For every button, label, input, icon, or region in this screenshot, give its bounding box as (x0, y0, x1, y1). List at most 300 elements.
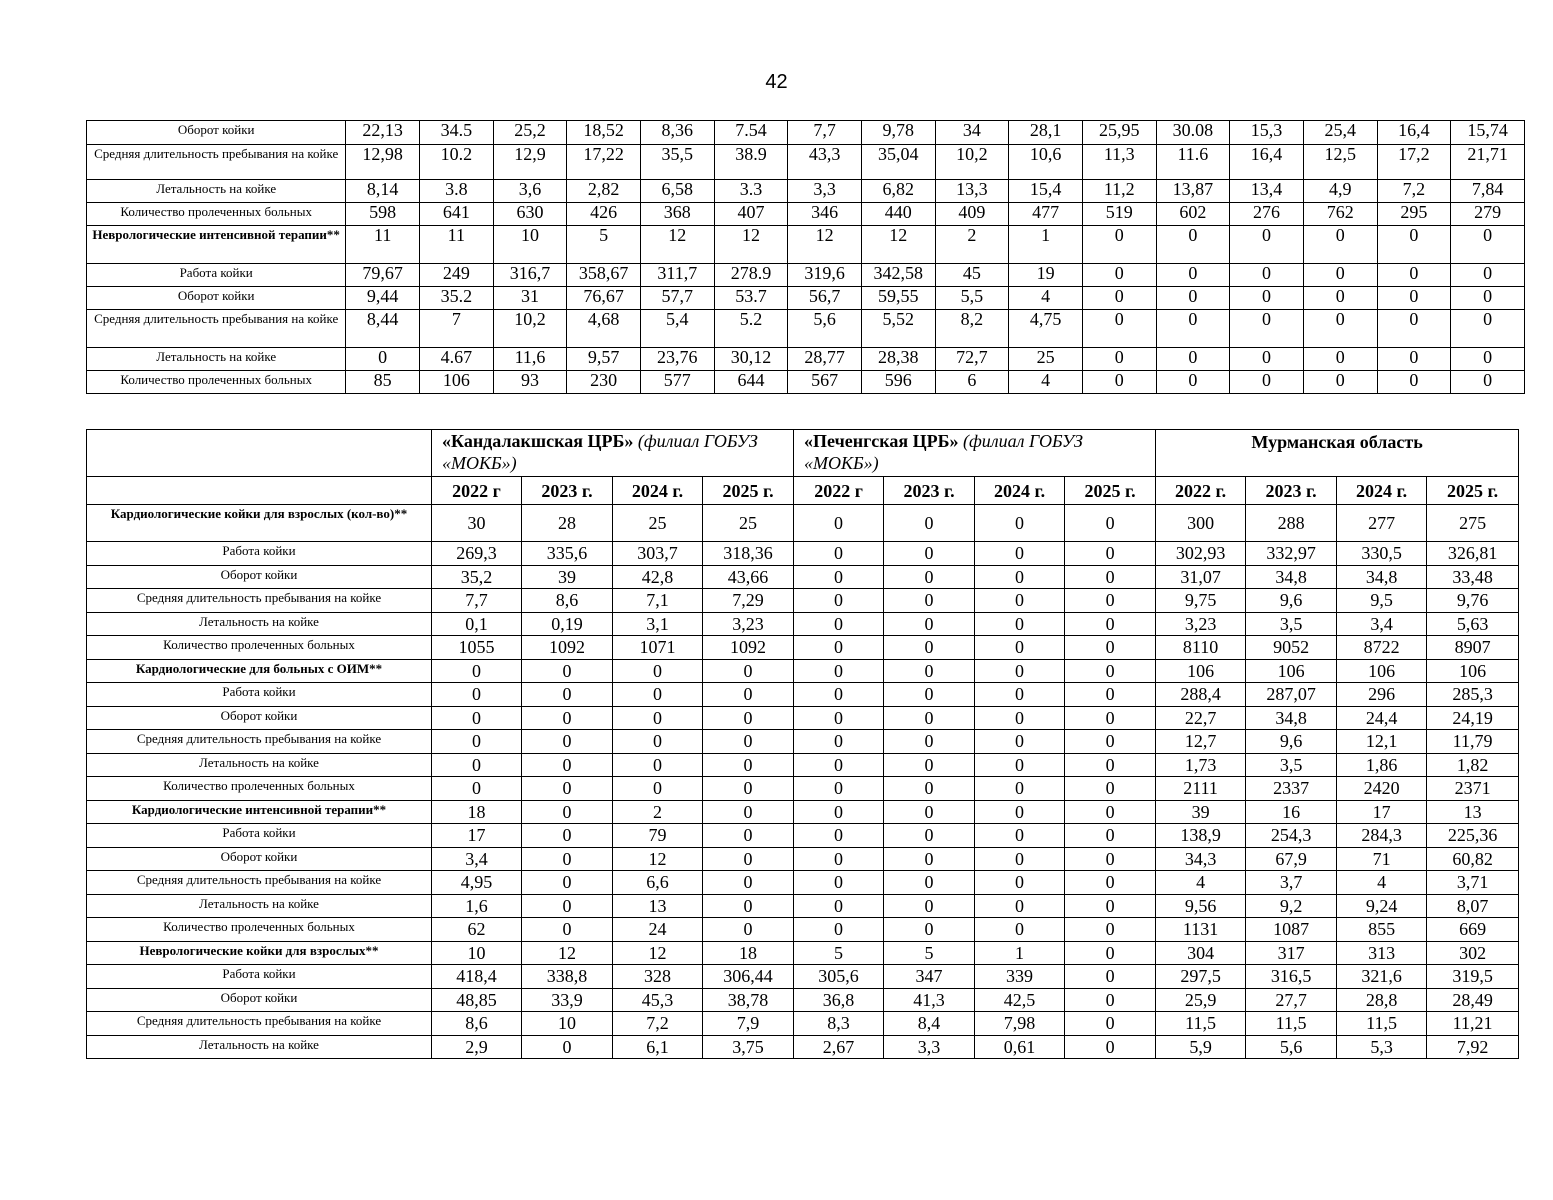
table-cell: 305,6 (794, 965, 884, 989)
table-cell: 225,36 (1427, 824, 1519, 848)
table-cell: 24 (613, 918, 703, 942)
table-cell: 56,7 (788, 287, 862, 310)
table-cell: 24,4 (1337, 706, 1427, 730)
table-cell: 0 (975, 542, 1065, 566)
table-cell: 7,29 (703, 589, 794, 613)
table-cell: 0 (794, 706, 884, 730)
table-cell: 0 (975, 918, 1065, 942)
table-cell: 0 (1065, 988, 1156, 1012)
table-cell: 0 (703, 683, 794, 707)
table-cell: 0 (884, 753, 975, 777)
table-cell: 254,3 (1246, 824, 1337, 848)
table-cell: 3,6 (493, 180, 567, 203)
table-cell: 0 (703, 824, 794, 848)
table-row (87, 777, 1519, 801)
table-cell: 0 (1451, 348, 1525, 371)
year-header: 2025 г. (1065, 477, 1156, 505)
table-cell: 0 (884, 706, 975, 730)
table-cell: 17,2 (1377, 145, 1451, 180)
table-cell: 0 (613, 683, 703, 707)
table-cell: 4,68 (567, 310, 641, 348)
table-cell: 0 (522, 683, 613, 707)
table-cell: 0 (1065, 777, 1156, 801)
table-cell: 630 (493, 203, 567, 226)
table-cell: 0 (1065, 941, 1156, 965)
table-cell: 0 (1303, 264, 1377, 287)
table-cell: 0 (522, 753, 613, 777)
table-cell: 60,82 (1427, 847, 1519, 871)
table-row (87, 203, 1525, 226)
year-header: 2022 г (432, 477, 522, 505)
table-cell: 8,36 (640, 121, 714, 145)
table-cell: 0 (884, 777, 975, 801)
table-cell: 8,2 (935, 310, 1009, 348)
table-cell: 67,9 (1246, 847, 1337, 871)
row-label: Работа койки (87, 965, 432, 989)
table-cell: 0 (975, 706, 1065, 730)
table-cell: 33,48 (1427, 565, 1519, 589)
table-cell: 0 (1230, 264, 1304, 287)
table-cell: 0 (703, 659, 794, 683)
year-header: 2025 г. (1427, 477, 1519, 505)
table-cell: 19 (1009, 264, 1083, 287)
table-cell: 0 (794, 894, 884, 918)
table-row (87, 636, 1519, 660)
table-cell: 0 (794, 542, 884, 566)
table-cell: 5 (884, 941, 975, 965)
table-cell: 0 (1082, 310, 1156, 348)
table-cell: 0 (522, 777, 613, 801)
table-cell: 0 (1065, 965, 1156, 989)
table-cell: 7,2 (1377, 180, 1451, 203)
table-cell: 12,98 (346, 145, 420, 180)
table-cell: 11.6 (1156, 145, 1230, 180)
table-cell: 0 (703, 847, 794, 871)
year-header: 2024 г. (1337, 477, 1427, 505)
table-row (87, 180, 1525, 203)
table-cell: 43,66 (703, 565, 794, 589)
table-cell: 0 (432, 706, 522, 730)
table-row (87, 894, 1519, 918)
table-cell: 3,5 (1246, 612, 1337, 636)
table-cell: 9,75 (1156, 589, 1246, 613)
table-cell: 278.9 (714, 264, 788, 287)
table-cell: 12,1 (1337, 730, 1427, 754)
table-cell: 72,7 (935, 348, 1009, 371)
table-cell: 0 (975, 636, 1065, 660)
table-cell: 0 (975, 800, 1065, 824)
year-header-row (87, 477, 1519, 505)
table-cell: 0 (884, 730, 975, 754)
table-cell: 0 (1065, 1012, 1156, 1036)
table-cell: 17,22 (567, 145, 641, 180)
table-cell: 0 (884, 824, 975, 848)
table-cell: 295 (1377, 203, 1451, 226)
table-cell: 0 (884, 565, 975, 589)
table-cell: 11,5 (1156, 1012, 1246, 1036)
table-cell: 0 (884, 659, 975, 683)
table-cell: 3,3 (788, 180, 862, 203)
table-cell: 3,3 (884, 1035, 975, 1059)
table-cell: 10.2 (420, 145, 494, 180)
row-label: Работа койки (87, 683, 432, 707)
table-cell: 0 (794, 847, 884, 871)
table-cell: 279 (1451, 203, 1525, 226)
table-row (87, 1012, 1519, 1036)
table-cell: 0 (346, 348, 420, 371)
table-cell: 2 (613, 800, 703, 824)
table-cell: 326,81 (1427, 542, 1519, 566)
table-cell: 13,87 (1156, 180, 1230, 203)
table-cell: 7,92 (1427, 1035, 1519, 1059)
table-cell: 0 (1065, 824, 1156, 848)
table-cell: 2,67 (794, 1035, 884, 1059)
table-cell: 36,8 (794, 988, 884, 1012)
table-cell: 318,36 (703, 542, 794, 566)
table-cell: 519 (1082, 203, 1156, 226)
table-cell: 0 (884, 683, 975, 707)
table-row (87, 589, 1519, 613)
table-cell: 0 (884, 612, 975, 636)
table-cell: 4 (1156, 871, 1246, 895)
row-label: Летальность на койке (87, 612, 432, 636)
table-cell: 0 (1451, 287, 1525, 310)
table-cell: 7,9 (703, 1012, 794, 1036)
table-cell: 0 (1156, 371, 1230, 394)
table-cell: 0 (884, 505, 975, 542)
table-cell: 0 (1065, 659, 1156, 683)
table-cell: 0 (1156, 348, 1230, 371)
row-label: Летальность на койке (87, 180, 346, 203)
row-label: Кардиологические интенсивной терапии** (87, 800, 432, 824)
row-label: Средняя длительность пребывания на койке (87, 145, 346, 180)
table-cell: 28 (522, 505, 613, 542)
row-label: Оборот койки (87, 287, 346, 310)
table-cell: 35,2 (432, 565, 522, 589)
table-cell: 0 (1065, 800, 1156, 824)
table-cell: 28,8 (1337, 988, 1427, 1012)
table-cell: 0 (1451, 264, 1525, 287)
table-cell: 0 (1303, 226, 1377, 264)
table-cell: 1055 (432, 636, 522, 660)
year-header-blank (87, 477, 432, 505)
table-cell: 5,52 (861, 310, 935, 348)
table-cell: 12 (613, 847, 703, 871)
table-cell: 1092 (522, 636, 613, 660)
table-cell: 3,4 (1337, 612, 1427, 636)
table-cell: 2,9 (432, 1035, 522, 1059)
row-label: Средняя длительность пребывания на койке (87, 589, 432, 613)
group-header-kandalaksha: «Кандалакшская ЦРБ» (филиал ГОБУЗ «МОКБ») (432, 430, 794, 477)
table-cell: 5,4 (640, 310, 714, 348)
table-cell: 2420 (1337, 777, 1427, 801)
table-cell: 332,97 (1246, 542, 1337, 566)
table-cell: 5,5 (935, 287, 1009, 310)
row-label: Летальность на койке (87, 753, 432, 777)
table-cell: 3,7 (1246, 871, 1337, 895)
table-cell: 0 (522, 706, 613, 730)
table-cell: 1 (975, 941, 1065, 965)
table-cell: 0 (1065, 565, 1156, 589)
table-cell: 2 (935, 226, 1009, 264)
table-cell: 1071 (613, 636, 703, 660)
table-row (87, 753, 1519, 777)
table-cell: 25,4 (1303, 121, 1377, 145)
table-cell: 35,5 (640, 145, 714, 180)
row-label: Неврологические койки для взрослых** (87, 941, 432, 965)
table-row (87, 1035, 1519, 1059)
table-cell: 9052 (1246, 636, 1337, 660)
table-cell: 10,2 (935, 145, 1009, 180)
table-cell: 0 (1230, 348, 1304, 371)
table-cell: 3,75 (703, 1035, 794, 1059)
table-cell: 409 (935, 203, 1009, 226)
table-cell: 0,61 (975, 1035, 1065, 1059)
table-row (87, 941, 1519, 965)
table-cell: 0 (794, 636, 884, 660)
table-cell: 249 (420, 264, 494, 287)
table-cell: 2111 (1156, 777, 1246, 801)
table-cell: 9,76 (1427, 589, 1519, 613)
table-cell: 57,7 (640, 287, 714, 310)
table-cell: 34,3 (1156, 847, 1246, 871)
row-label: Оборот койки (87, 847, 432, 871)
table-cell: 7.54 (714, 121, 788, 145)
table-cell: 0 (884, 636, 975, 660)
table-row (87, 706, 1519, 730)
header-blank-cell (87, 430, 432, 477)
table-cell: 9,6 (1246, 589, 1337, 613)
table-cell: 3.8 (420, 180, 494, 203)
table-cell: 41,3 (884, 988, 975, 1012)
table-cell: 10 (432, 941, 522, 965)
table-cell: 42,5 (975, 988, 1065, 1012)
table-cell: 15,74 (1451, 121, 1525, 145)
table-cell: 1,86 (1337, 753, 1427, 777)
table-cell: 2,82 (567, 180, 641, 203)
table-cell: 5,6 (788, 310, 862, 348)
table-cell: 8,6 (522, 589, 613, 613)
table-cell: 0 (975, 730, 1065, 754)
table-cell: 16,4 (1377, 121, 1451, 145)
table-cell: 0 (432, 730, 522, 754)
row-label: Количество пролеченных больных (87, 918, 432, 942)
table-cell: 2371 (1427, 777, 1519, 801)
table-cell: 0 (522, 847, 613, 871)
table-cell: 477 (1009, 203, 1083, 226)
table-cell: 0 (1451, 226, 1525, 264)
table-cell: 0 (1082, 264, 1156, 287)
table-cell: 6,6 (613, 871, 703, 895)
row-label: Средняя длительность пребывания на койке (87, 310, 346, 348)
table-cell: 0 (613, 706, 703, 730)
table-cell: 0 (794, 800, 884, 824)
table-cell: 4,95 (432, 871, 522, 895)
row-label: Работа койки (87, 264, 346, 287)
table-cell: 0 (1303, 371, 1377, 394)
table-cell: 13,4 (1230, 180, 1304, 203)
table-cell: 9,24 (1337, 894, 1427, 918)
table-cell: 24,19 (1427, 706, 1519, 730)
table-row (87, 847, 1519, 871)
table-cell: 11 (346, 226, 420, 264)
table-cell: 577 (640, 371, 714, 394)
table-cell: 34 (935, 121, 1009, 145)
table-cell: 275 (1427, 505, 1519, 542)
table-cell: 426 (567, 203, 641, 226)
table-cell: 10 (493, 226, 567, 264)
table-cell: 5,3 (1337, 1035, 1427, 1059)
table-cell: 0 (1065, 589, 1156, 613)
table-row (87, 612, 1519, 636)
table-cell: 302,93 (1156, 542, 1246, 566)
table-cell: 11,6 (493, 348, 567, 371)
table-cell: 35,04 (861, 145, 935, 180)
table-cell: 0 (703, 706, 794, 730)
table-cell: 0 (975, 565, 1065, 589)
table-cell: 269,3 (432, 542, 522, 566)
table-cell: 0 (884, 542, 975, 566)
table-cell: 38,78 (703, 988, 794, 1012)
table-cell: 28,49 (1427, 988, 1519, 1012)
table-cell: 34,8 (1337, 565, 1427, 589)
row-label: Количество пролеченных больных (87, 777, 432, 801)
table-cell: 7,7 (788, 121, 862, 145)
table-cell: 418,4 (432, 965, 522, 989)
row-label: Летальность на койке (87, 1035, 432, 1059)
table-cell: 11 (420, 226, 494, 264)
table-cell: 8,14 (346, 180, 420, 203)
year-header: 2023 г. (884, 477, 975, 505)
year-header: 2022 г (794, 477, 884, 505)
table-cell: 855 (1337, 918, 1427, 942)
table-cell: 0 (1082, 348, 1156, 371)
table-cell: 12 (861, 226, 935, 264)
row-label: Летальность на койке (87, 894, 432, 918)
table-cell: 0 (1065, 542, 1156, 566)
table-cell: 0 (1230, 226, 1304, 264)
row-label: Кардиологические для больных с ОИМ** (87, 659, 432, 683)
table-cell: 2337 (1246, 777, 1337, 801)
table-cell: 440 (861, 203, 935, 226)
table-cell: 0 (794, 871, 884, 895)
table-cell: 6 (935, 371, 1009, 394)
table-cell: 287,07 (1246, 683, 1337, 707)
table-cell: 317 (1246, 941, 1337, 965)
table-cell: 0 (975, 824, 1065, 848)
table-cell: 39 (1156, 800, 1246, 824)
table-row (87, 871, 1519, 895)
table-cell: 0 (794, 505, 884, 542)
year-header: 2025 г. (703, 477, 794, 505)
table-cell: 0 (884, 800, 975, 824)
table-cell: 7,84 (1451, 180, 1525, 203)
table-cell: 0 (522, 894, 613, 918)
table-cell: 106 (1246, 659, 1337, 683)
table-cell: 0 (703, 918, 794, 942)
table-cell: 0 (1082, 287, 1156, 310)
table-cell: 27,7 (1246, 988, 1337, 1012)
table-cell: 5,9 (1156, 1035, 1246, 1059)
table-cell: 28,77 (788, 348, 862, 371)
table-cell: 30 (432, 505, 522, 542)
table-cell: 0 (1230, 371, 1304, 394)
table-cell: 31,07 (1156, 565, 1246, 589)
table-cell: 285,3 (1427, 683, 1519, 707)
table-cell: 368 (640, 203, 714, 226)
table-cell: 11,79 (1427, 730, 1519, 754)
table-cell: 8,07 (1427, 894, 1519, 918)
table-cell: 7,1 (613, 589, 703, 613)
table-cell: 25 (613, 505, 703, 542)
table-cell: 4 (1009, 371, 1083, 394)
table-row (87, 505, 1519, 542)
table-cell: 0 (1065, 847, 1156, 871)
table-cell: 0 (1377, 371, 1451, 394)
table-cell: 4 (1009, 287, 1083, 310)
table-cell: 338,8 (522, 965, 613, 989)
table-cell: 22,13 (346, 121, 420, 145)
table-cell: 0 (1065, 918, 1156, 942)
table-cell: 3,23 (703, 612, 794, 636)
table-cell: 13 (613, 894, 703, 918)
table-cell: 0 (1303, 348, 1377, 371)
table-cell: 12 (522, 941, 613, 965)
table-cell: 7,98 (975, 1012, 1065, 1036)
table-cell: 0 (884, 918, 975, 942)
table-cell: 306,44 (703, 965, 794, 989)
table-cell: 3,71 (1427, 871, 1519, 895)
table-cell: 330,5 (1337, 542, 1427, 566)
table-cell: 8,4 (884, 1012, 975, 1036)
table-cell: 316,7 (493, 264, 567, 287)
table-cell: 4.67 (420, 348, 494, 371)
table-cell: 288,4 (1156, 683, 1246, 707)
table-cell: 21,71 (1451, 145, 1525, 180)
table-cell: 0 (794, 730, 884, 754)
table-cell: 9,5 (1337, 589, 1427, 613)
year-header: 2024 г. (975, 477, 1065, 505)
table-cell: 16,4 (1230, 145, 1304, 180)
row-label: Неврологические интенсивной терапии** (87, 226, 346, 264)
table-cell: 9,78 (861, 121, 935, 145)
row-label: Кардиологические койки для взрослых (кол-во)** (87, 505, 432, 542)
table-row (87, 145, 1525, 180)
table-cell: 71 (1337, 847, 1427, 871)
table-cell: 358,67 (567, 264, 641, 287)
table-cell: 25 (1009, 348, 1083, 371)
table-cell: 0 (432, 659, 522, 683)
table-row (87, 659, 1519, 683)
table-cell: 25,2 (493, 121, 567, 145)
table-cell: 106 (1337, 659, 1427, 683)
table-cell: 12 (640, 226, 714, 264)
table-cell: 1087 (1246, 918, 1337, 942)
table-cell: 0 (1303, 310, 1377, 348)
table-cell: 0 (975, 659, 1065, 683)
table-cell: 1092 (703, 636, 794, 660)
table-cell: 0,19 (522, 612, 613, 636)
table-cell: 13 (1427, 800, 1519, 824)
table-cell: 0 (613, 777, 703, 801)
table-cell: 5 (794, 941, 884, 965)
table-cell: 8,3 (794, 1012, 884, 1036)
table-cell: 6,1 (613, 1035, 703, 1059)
table-cell: 8,44 (346, 310, 420, 348)
table-cell: 0 (432, 753, 522, 777)
table-cell: 39 (522, 565, 613, 589)
table-row (87, 918, 1519, 942)
